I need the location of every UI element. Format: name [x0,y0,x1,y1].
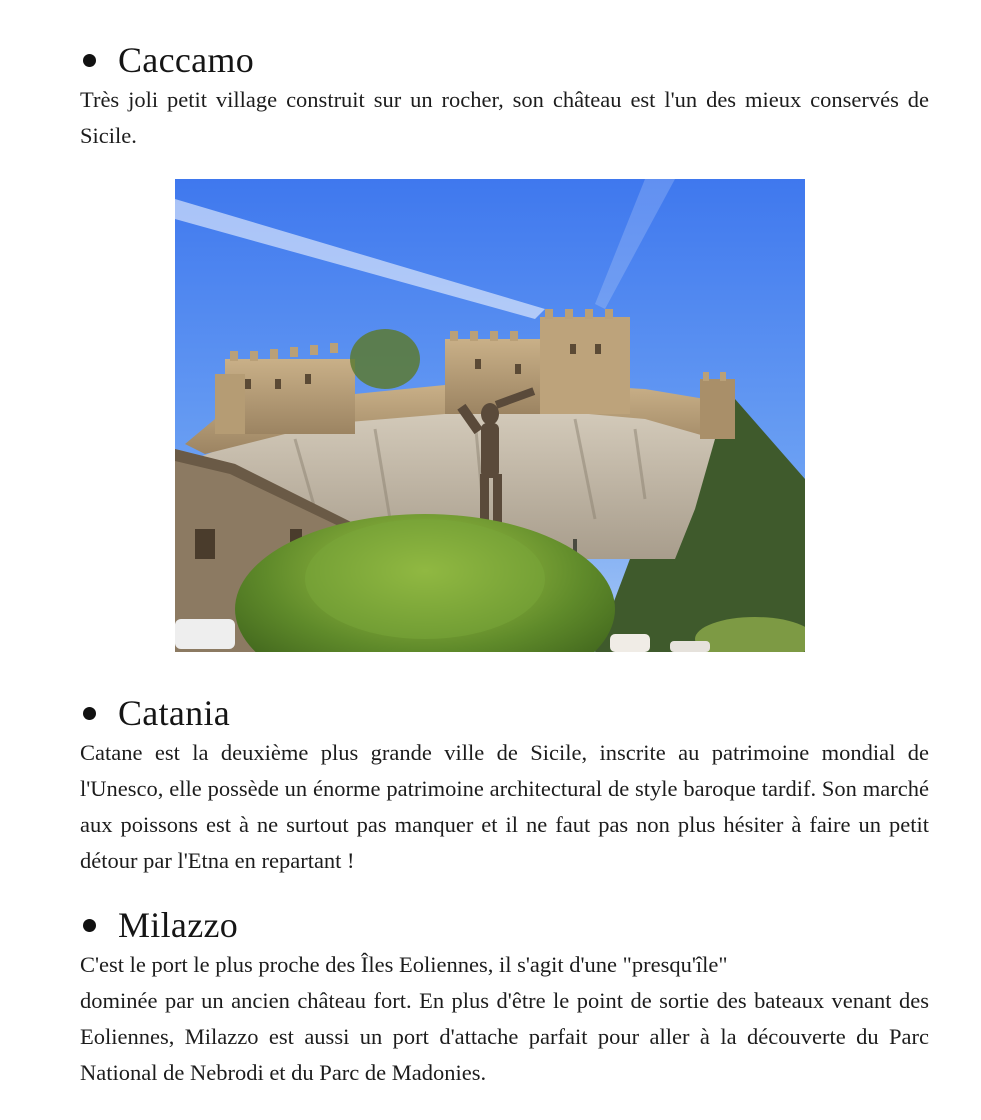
section-description: dominée par un ancien château fort. En plus d'être le point de sortie des bateaux venant des Eoliennes, Milazzo est aussi un port d'attache parfait pour aller à la découverte du Parc National de Nebrodi et du Parc de Madonies. [80,988,929,1085]
castle-photo [175,179,805,652]
section-milazzo [80,905,929,1091]
section-title: Catania [118,693,231,733]
section-description: Très joli petit village construit sur un rocher, son château est l'un des mieux conservés de Sicile. [80,87,929,148]
section-heading [80,905,929,945]
section-description: Catane est la deuxième plus grande ville de Sicile, inscrite au patrimoine mondial de l'Unesco, elle possède un énorme patrimoine architectural de style baroque tardif. Son marché aux poissons est à ne surtout pas manquer et il ne faut pas non plus hésiter à faire un petit détour par l'Etna en repartant ! [80,740,929,873]
section-title: Milazzo [118,905,239,945]
bullet-icon [83,919,96,932]
section-caccamo [80,40,929,154]
section-title: Caccamo [118,40,255,80]
section-description-line1: C'est le port le plus proche des Îles Eoliennes, il s'agit d'une "presqu'île" [80,952,728,977]
section-catania [80,693,929,879]
bullet-icon [83,54,96,67]
section-heading [80,693,929,733]
section-heading [80,40,929,80]
bullet-icon [83,707,96,720]
